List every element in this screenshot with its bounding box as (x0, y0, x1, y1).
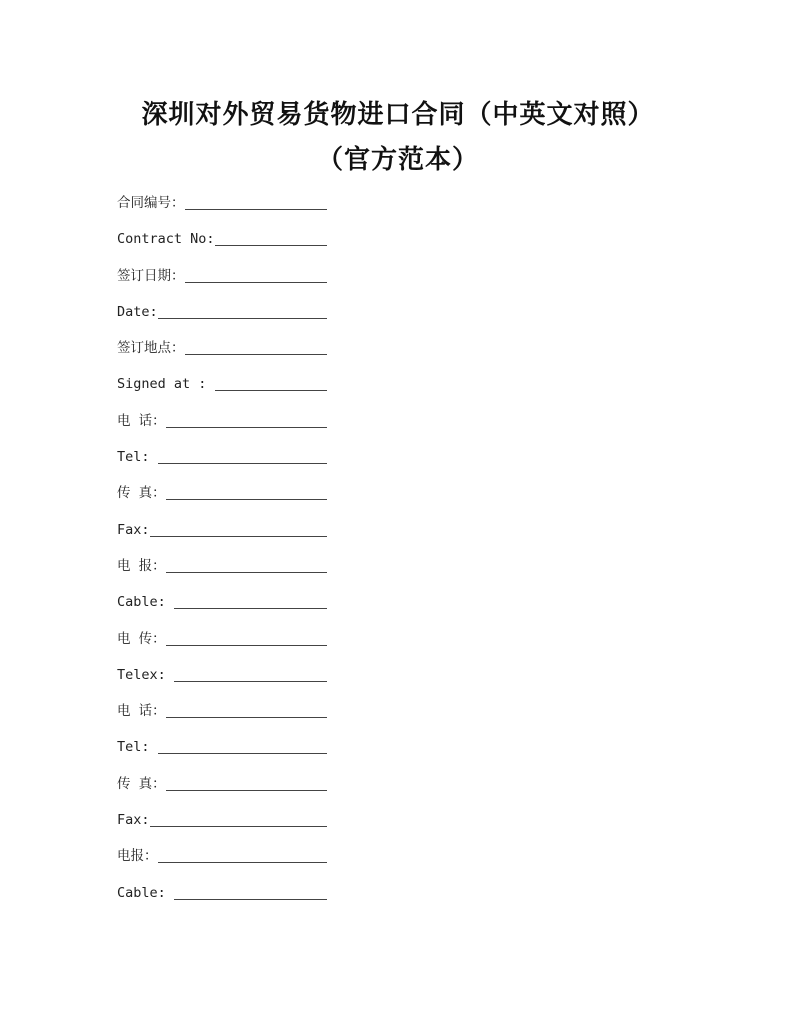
field-label: Date: (117, 303, 158, 320)
field-date-cn (117, 266, 417, 302)
contract-fields-list (117, 193, 417, 919)
field-phone-cn (117, 411, 417, 447)
fill-in-blank[interactable] (174, 665, 327, 682)
field-label: Cable: (117, 884, 174, 901)
field-label: 电 话： (117, 703, 166, 720)
fill-in-blank[interactable] (215, 229, 327, 246)
field-place-cn (117, 338, 417, 374)
field-label: 合同编号： (117, 195, 185, 211)
field-fax-en (117, 520, 417, 556)
field-place-en (117, 374, 417, 410)
field-label: Tel: (117, 449, 158, 466)
fill-in-blank[interactable] (158, 737, 327, 754)
fill-in-blank[interactable] (166, 774, 327, 791)
fill-in-blank[interactable] (166, 629, 327, 646)
field-contract-no-cn (117, 193, 417, 229)
field-phone-en (117, 447, 417, 483)
field-label: Fax: (117, 521, 150, 538)
field-label: 电 传： (117, 630, 166, 647)
field-cable-en (117, 592, 417, 628)
field-label: 电 报： (117, 557, 166, 574)
fill-in-blank[interactable] (185, 193, 328, 210)
field-label: 电报： (117, 848, 158, 865)
field-fax-cn (117, 483, 417, 519)
fill-in-blank[interactable] (185, 338, 328, 355)
field-label: Tel: (117, 739, 158, 756)
fill-in-blank[interactable] (166, 483, 327, 500)
fill-in-blank[interactable] (150, 520, 327, 537)
field-phone-en-2 (117, 737, 417, 773)
field-label: Signed at : (117, 376, 215, 393)
field-label: Cable: (117, 594, 174, 611)
fill-in-blank[interactable] (174, 592, 327, 609)
field-label: Contract No: (117, 231, 215, 248)
field-cable-cn-2 (117, 846, 417, 882)
fill-in-blank[interactable] (166, 701, 327, 718)
field-label: Telex: (117, 666, 174, 683)
field-fax-en-2 (117, 810, 417, 846)
fill-in-blank[interactable] (166, 411, 327, 428)
fill-in-blank[interactable] (166, 556, 327, 573)
fill-in-blank[interactable] (185, 266, 328, 283)
field-label: 签订地点： (117, 340, 185, 357)
field-label: 签订日期： (117, 267, 185, 284)
document-title: 深圳对外贸易货物进口合同（中英文对照） (141, 100, 655, 130)
document-subtitle: （官方范本） (316, 145, 479, 175)
fill-in-blank[interactable] (174, 883, 327, 900)
field-contract-no-en (117, 229, 417, 265)
field-label: 传 真： (117, 485, 166, 502)
field-cable-en-2 (117, 883, 417, 919)
field-cable-cn (117, 556, 417, 592)
field-telex-cn (117, 629, 417, 665)
fill-in-blank[interactable] (158, 846, 328, 863)
field-label: 电 话： (117, 412, 166, 429)
fill-in-blank[interactable] (158, 447, 327, 464)
fill-in-blank[interactable] (158, 302, 327, 319)
field-label: Fax: (117, 812, 150, 829)
field-fax-cn-2 (117, 774, 417, 810)
field-telex-en (117, 665, 417, 701)
fill-in-blank[interactable] (215, 374, 327, 391)
field-phone-cn-2 (117, 701, 417, 737)
fill-in-blank[interactable] (150, 810, 327, 827)
field-label: 传 真： (117, 775, 166, 792)
field-date-en (117, 302, 417, 338)
